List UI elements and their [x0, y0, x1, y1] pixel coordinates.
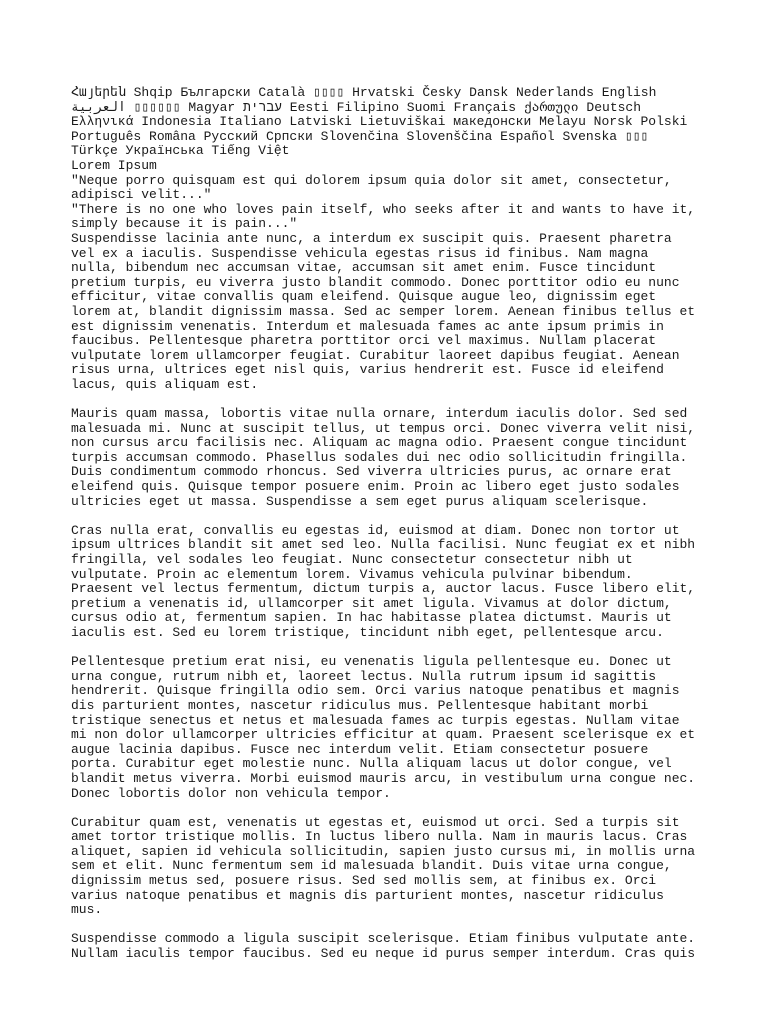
- english-quote: "There is no one who loves pain itself, who seeks after it and wants to have it, simply because it is pain...": [71, 201, 703, 232]
- paragraph: Pellentesque pretium erat nisi, eu venenatis ligula pellentesque eu. Donec ut urna congue, rutrum nibh et, laoreet lectus. Nulla rutrum ipsum id sagittis hendrerit. Quisque fringilla odio sem. Orci varius natoque penatibus et magnis dis parturient montes, nascetur ridiculus mus. Pellentesque habitant morbi tristique senectus et netus et malesuada fames ac turpis egestas. Nullam vitae mi non dolor ullamcorper ultricies efficitur at quam. Praesent scelerisque ex et augue lacinia dapibus. Fusce nec interdum velit. Etiam consectetur posuere porta. Curabitur eget molestie nunc. Nulla aliquam lacus ut dolor congue, vel blandit metus viverra. Morbi euismod mauris arcu, in vestibulum urna congue nec. Donec lobortis dolor non vehicula tempor.: [71, 654, 696, 801]
- paragraph: Suspendisse commodo a ligula suscipit scelerisque. Etiam finibus vulputate ante. Nullam iaculis tempor faucibus. Sed eu neque id purus semper interdum. Cras quis: [71, 931, 696, 962]
- body-text: [71, 232, 701, 962]
- paragraph: Cras nulla erat, convallis eu egestas id, euismod at diam. Donec non tortor ut ipsum ultrices blandit sit amet sed leo. Nulla facilisi. Nunc feugiat ex et nibh fringilla, vel sodales leo feugiat. Nunc consectetur consectetur nibh ut vulputate. Proin ac elementum lorem. Vivamus vehicula pulvinar bibendum. Praesent vel lectus fermentum, dictum turpis a, auctor lacus. Fusce libero elit, pretium a venenatis id, ullamcorper sit amet ligula. Vivamus at dolor dictum, cursus odio at, fermentum sapien. In hac habitasse platea dictumst. Mauris ut iaculis est. Sed eu lorem tristique, tincidunt nibh eget, pellentesque arcu.: [71, 522, 696, 640]
- paragraph: Suspendisse lacinia ante nunc, a interdum ex suscipit quis. Praesent pharetra vel ex a iaculis. Suspendisse vehicula egestas risus id finibus. Nam magna nulla, bibendum nec accumsan vitae, accumsan sit amet enim. Fusce tincidunt pretium turpis, eu viverra justo blandit commodo. Donec porttitor odio eu nunc efficitur, vitae convallis quam eleifend. Quisque augue leo, dignissim eget lorem at, blandit dignissim massa. Sed ac semper lorem. Aenean finibus tellus et est dignissim venenatis. Interdum et malesuada fames ac ante ipsum primis in faucibus. Pellentesque pharetra porttitor orci vel maximus. Nullam placerat vulputate lorem ullamcorper feugiat. Curabitur laoreet dapibus feugiat. Aenean risus urna, ultrices eget nisl quis, varius hendrerit est. Fusce id eleifend lacus, quis aliquam est.: [71, 230, 696, 392]
- paragraph: Mauris quam massa, lobortis vitae nulla ornare, interdum iaculis dolor. Sed sed malesuada mi. Nunc at suscipit tellus, ut tempus orci. Donec viverra velit nisi, non cursus arcu facilisis nec. Aliquam ac magna odio. Praesent congue tincidunt turpis accumsan commodo. Phasellus sodales dui nec odio sollicitudin fringilla. Duis condimentum commodo rhoncus. Sed viverra ultricies purus, ac ornare erat eleifend quis. Quisque tempor posuere enim. Proin ac libero eget justo sodales ultricies eget ut massa. Suspendisse a sem eget purus aliquam scelerisque.: [71, 406, 696, 509]
- paragraph: Curabitur quam est, venenatis ut egestas et, euismod ut orci. Sed a turpis sit amet tortor tristique mollis. In luctus libero nulla. Nam in mauris lacus. Cras aliquet, sapien id vehicula sollicitudin, sapien justo cursus mi, in mollis urna sem et elit. Nunc fermentum sem id malesuada blandit. Duis vitae urna congue, dignissim metus sed, posuere risus. Sed sed mollis sem, at finibus ex. Orci varius natoque penatibus et magnis dis parturient montes, nascetur ridiculus mus.: [71, 814, 696, 918]
- latin-quote: "Neque porro quisquam est qui dolorem ipsum quia dolor sit amet, consectetur, adipisci velit...": [71, 172, 680, 203]
- document-page: [71, 86, 701, 962]
- language-links: Հայերեն Shqip Български Català ▯▯▯▯ Hrvatski Česky Dansk Nederlands English العربية ▯▯▯▯▯▯ Magyar עברית Eesti Filipino Suomi Français ქართული Deutsch Ελληνικά Indonesia Italiano Latviski Lietuviškai македонски Melayu Norsk Polski Português Româna Русский Српски Slovenčina Slovenščina Español Svenska ▯▯▯ Türkçe Українська Tiếng Việt: [71, 85, 696, 159]
- page-title: Lorem Ipsum: [71, 157, 157, 173]
